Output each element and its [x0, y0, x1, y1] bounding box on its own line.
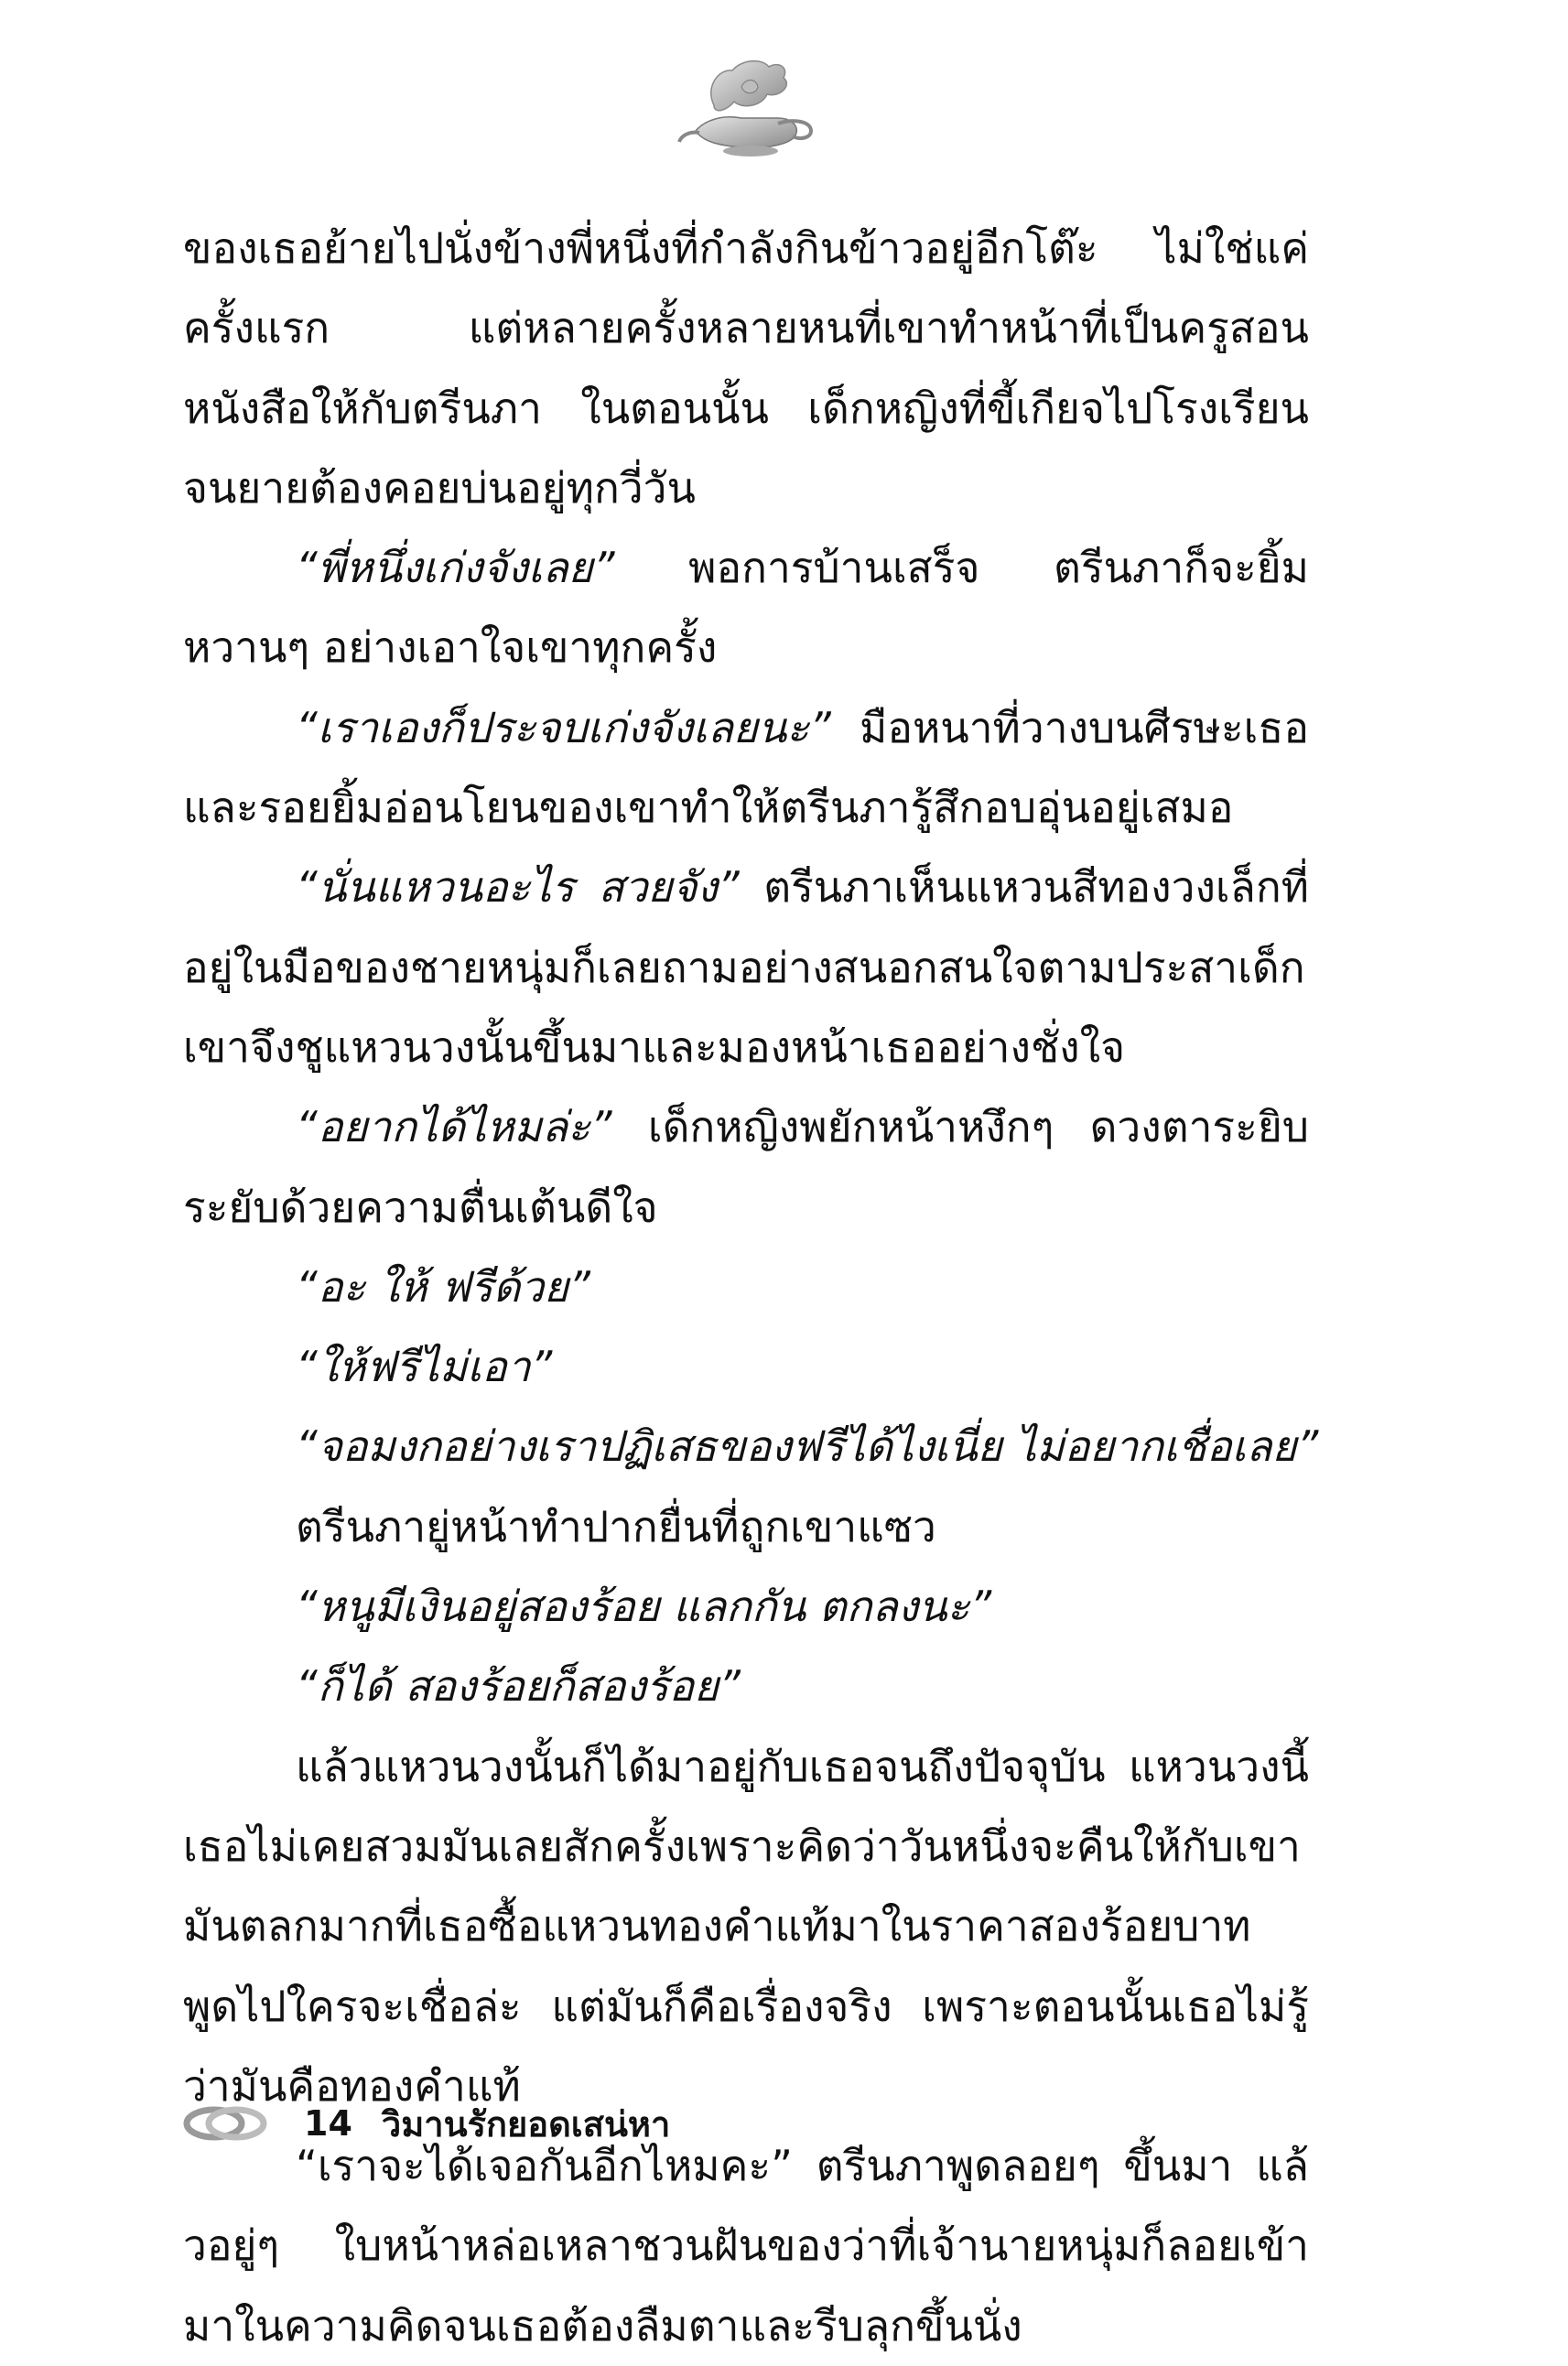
dialogue-quote: “เราเองก็ประจบเก่งจังเลยนะ” — [296, 702, 831, 752]
dialogue-quote: “พี่หนึ่งเก่งจังเลย” — [296, 543, 615, 593]
paragraph — [183, 688, 1309, 848]
paragraph — [183, 2126, 1309, 2366]
genie-lamp-icon — [677, 50, 815, 160]
paragraph — [183, 528, 1309, 688]
dialogue-line: “ก็ได้ สองร้อยก็สองร้อย” — [296, 1661, 741, 1712]
dialogue-quote: “อยากได้ไหมล่ะ” — [296, 1102, 612, 1152]
narration: “เราจะได้เจอกันอีกไหมคะ” ตรีนภาพูดลอยๆ ขึ้นมา แล้วอยู่ๆ ใบหน้าหล่อเหลาชวนฝันของว่าที่เจ้านายหนุ่มก็ลอยเข้ามาในความคิดจนเธอต้องลืมตาและรีบลุกขึ้นนั่ง — [183, 2141, 1309, 2350]
narration: มือหนาที่วางบนศีรษะเธอ และรอยยิ้มอ่อนโยนของเขาทำให้ตรีนภารู้สึกอบอุ่นอยู่เสมอ — [183, 702, 1309, 833]
body-text — [183, 209, 1319, 2366]
dialogue-line: “ให้ฟรีไม่เอา” — [296, 1342, 553, 1392]
dialogue-quote: “นั่นแหวนอะไร สวยจัง” — [296, 862, 740, 913]
narration: พอการบ้านเสร็จ ตรีนภาก็จะยิ้มหวานๆ อย่างเอาใจเขาทุกครั้ง — [183, 543, 1309, 673]
narration: ตรีนภาเห็นแหวนสีทองวงเล็กที่อยู่ในมือของชายหนุ่มก็เลยถามอย่างสนอกสนใจตามประสาเด็ก เขาจึงชูแหวนวงนั้นขึ้นมาและมองหน้าเธออย่างชั่งใจ — [183, 862, 1309, 1072]
narration: เด็กหญิงพยักหน้าหงึกๆ ดวงตาระยิบระยับด้วยความตื่นเต้นดีใจ — [183, 1102, 1309, 1232]
dialogue-line: “หนูมีเงินอยู่สองร้อย แลกกัน ตกลงนะ” — [296, 1582, 992, 1632]
dialogue-line: “อะ ให้ ฟรีด้วย” — [296, 1261, 590, 1312]
narration-line: ตรีนภายู่หน้าทำปากยื่นที่ถูกเขาแซว — [296, 1501, 936, 1551]
paragraph — [183, 848, 1309, 1087]
page-number: 14 — [304, 2103, 352, 2144]
narration: ของเธอย้ายไปนั่งข้างพี่หนึ่งที่กำลังกินข้าวอยู่อีกโต๊ะ ไม่ใช่แค่ครั้งแรก แต่หลายครั้งหลายหนที่เขาทำหน้าที่เป็นครูสอนหนังสือให้กับตรีนภา ในตอนนั้น เด็กหญิงที่ขี้เกียจไปโรงเรียนจนยายต้องคอยบ่นอยู่ทุกวี่วัน — [183, 223, 1309, 513]
narration: แล้วแหวนวงนั้นก็ได้มาอยู่กับเธอจนถึงปัจจุบัน แหวนวงนี้เธอไม่เคยสวมมันเลยสักครั้งเพราะคิดว่าวันหนึ่งจะคืนให้กับเขา มันตลกมากที่เธอซื้อแหวนทองคำแท้มาในราคาสองร้อยบาท พูดไปใครจะเชื่อล่ะ แต่มันก็คือเรื่องจริง เพราะตอนนั้นเธอไม่รู้ว่ามันคือทองคำแท้ — [183, 1741, 1309, 2111]
page-footer — [179, 2091, 670, 2155]
book-title: วิมานรักยอดเสน่หา — [381, 2103, 671, 2145]
rings-icon — [179, 2101, 271, 2146]
paragraph — [183, 1727, 1309, 2126]
paragraph — [183, 209, 1309, 528]
paragraph — [183, 1087, 1309, 1248]
dialogue-line: “จอมงกอย่างเราปฏิเสธของฟรีได้ไงเนี่ย ไม่อยากเชื่อเลย” — [296, 1421, 1319, 1472]
